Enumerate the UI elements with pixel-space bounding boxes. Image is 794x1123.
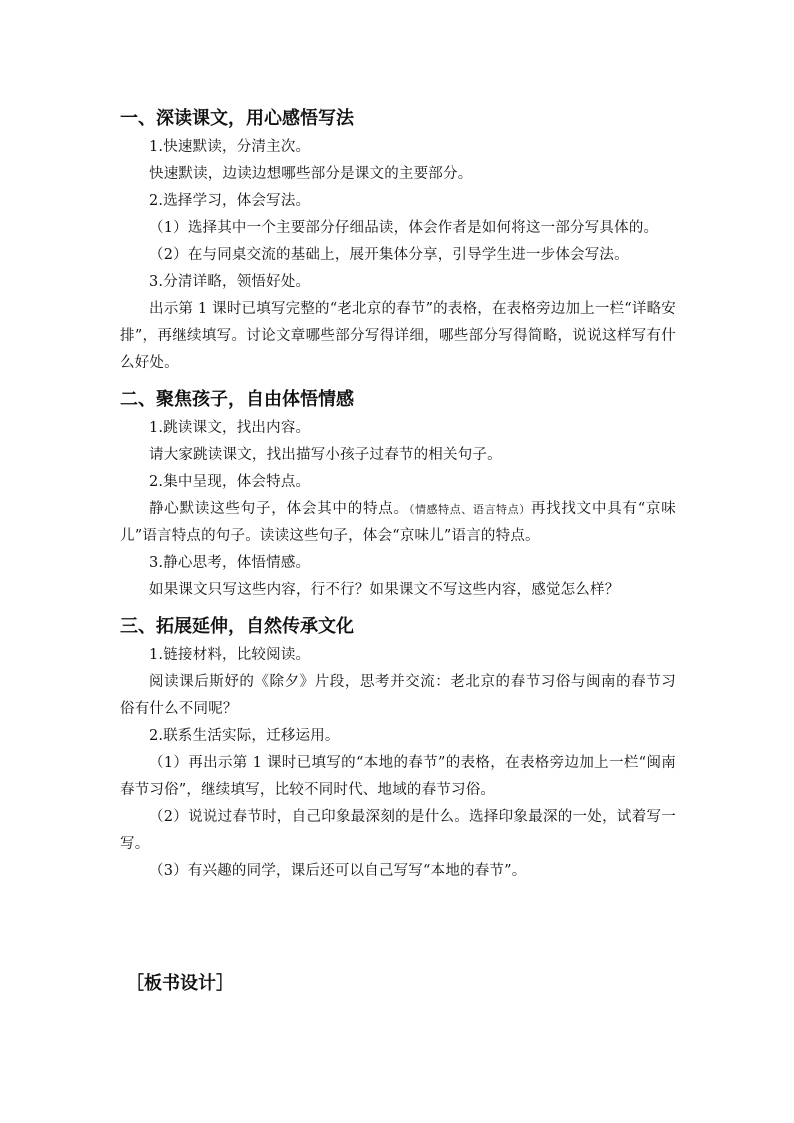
section-heading-1: 一、深读课文，用心感悟写法 (120, 108, 354, 129)
paragraph: 如果课文只写这些内容，行不行？如果课文不写这些内容，感觉怎么样？ (149, 582, 620, 598)
paragraph: （1）选择其中一个主要部分仔细品读，体会作者是如何将这一部分写具体的。 (149, 220, 659, 236)
inline-note: （情感特点、语言特点） (408, 503, 531, 516)
paragraph: 快速默读，边读边想哪些部分是课文的主要部分。 (149, 166, 473, 182)
paragraph: （2）说说过春节时，自己印象最深刻的是什么。选择印象最深的一处，试着写一写。 (120, 809, 676, 852)
paragraph: （1）再出示第 1 课时已填写的“本地的春节”的表格，在表格旁边加上一栏“闽南春节习俗”，继续填写，比较不同时代、地域的春节习俗。 (120, 755, 676, 798)
board-design-heading: ［板书设计］ (126, 973, 234, 994)
lesson-content (120, 104, 676, 885)
paragraph-with-note (120, 496, 676, 550)
paragraph: 阅读课后斯妤的《除夕》片段，思考并交流：老北京的春节习俗与闽南的春节习俗有什么不同呢？ (120, 674, 676, 717)
paragraph: 3.分清详略，领悟好处。 (149, 274, 311, 290)
paragraph-text: 静心默读这些句子，体会其中的特点。 (149, 501, 409, 517)
paragraph: 2.选择学习，体会写法。 (149, 193, 311, 209)
paragraph: 出示第 1 课时已填写完整的“老北京的春节”的表格，在表格旁边加上一栏“详略安排”，再继续填写。讨论文章哪些部分写得详细，哪些部分写得简略，说说这样写有什么好处。 (120, 301, 676, 371)
paragraph: 1.快速默读，分清主次。 (149, 139, 311, 155)
section-heading-3: 三、拓展延伸，自然传承文化 (120, 616, 354, 637)
paragraph: 1.链接材料，比较阅读。 (149, 647, 311, 663)
paragraph: 3.静心思考，体悟情感。 (149, 555, 311, 571)
paragraph: 2.集中呈现，体会特点。 (149, 474, 311, 490)
paragraph: 1.跳读课文，找出内容。 (149, 420, 311, 436)
section-heading-2: 二、聚焦孩子，自由体悟情感 (120, 389, 354, 410)
paragraph: 请大家跳读课文，找出描写小孩子过春节的相关句子。 (149, 447, 502, 463)
paragraph: （2）在与同桌交流的基础上，展开集体分享，引导学生进一步体会写法。 (149, 247, 629, 263)
paragraph: 2.联系生活实际，迁移运用。 (149, 728, 340, 744)
paragraph: （3）有兴趣的同学，课后还可以自己写写“本地的春节”。 (149, 863, 527, 879)
paragraph-text: 再找找文中具有“京味儿”语言特点的句子。读读这些句子，体会“京味儿”语言的特点。 (120, 501, 676, 544)
